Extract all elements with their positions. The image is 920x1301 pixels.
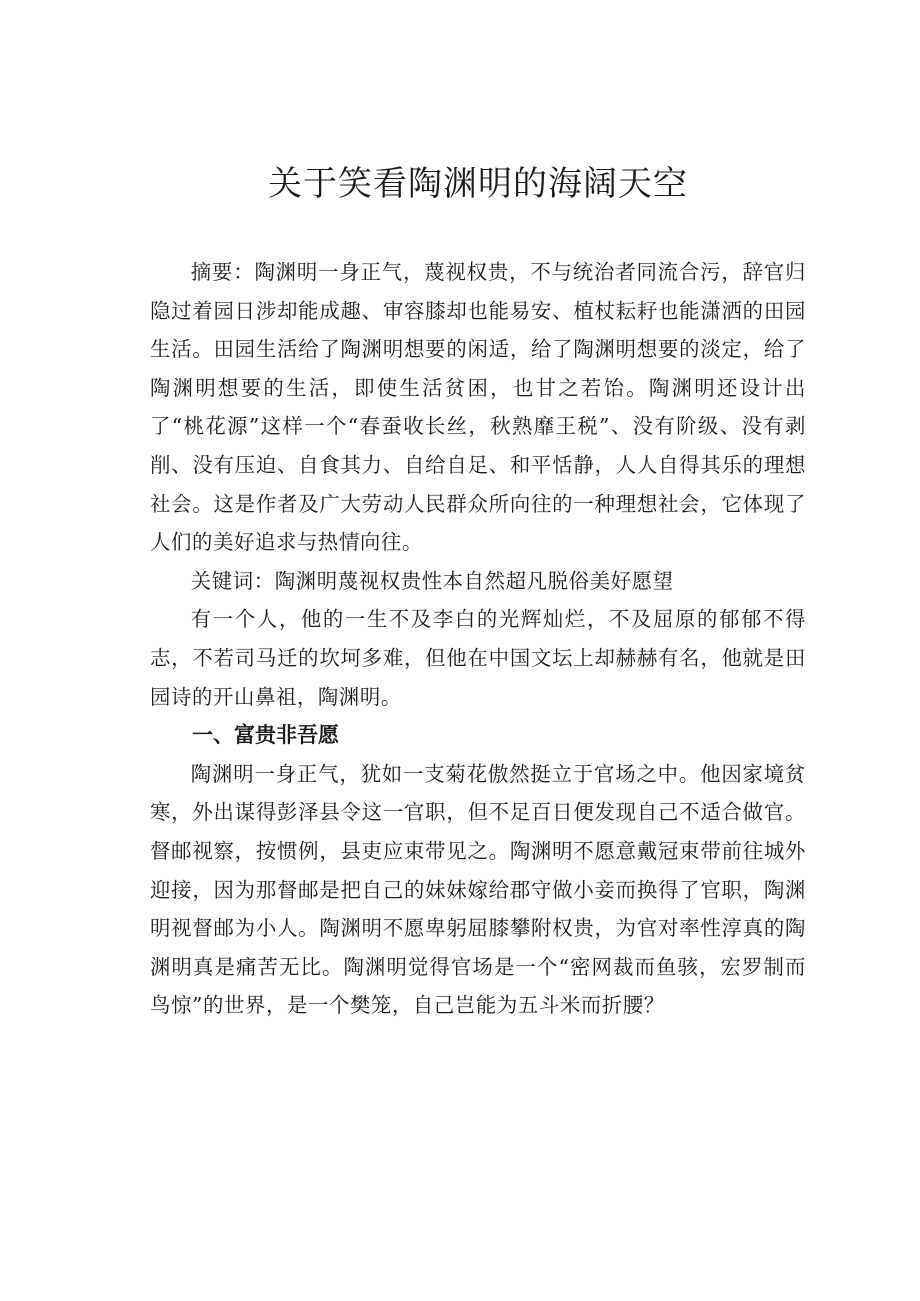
section-paragraph: 陶渊明一身正气，犹如一支菊花傲然挺立于官场之中。他因家境贫寒，外出谋得彭泽县令这一官职，但不足百日便发现自己不适合做官。督邮视察，按惯例，县吏应束带见之。陶渊明不愿意戴冠束带前往城外迎接，因为那督邮是把自己的妹妹嫁给郡守做小妾而换得了官职，陶渊明视督邮为小人。陶渊明不愿卑躬屈膝攀附权贵，为官对率性淳真的陶渊明真是痛苦无比。陶渊明觉得官场是一个“密网裁而鱼骇，宏罗制而鸟惊”的世界，是一个樊笼，自己岂能为五斗米而折腰？ [150, 761, 806, 1018]
document-title: 关于笑看陶渊明的海阔天空 [268, 164, 688, 204]
document-body [150, 253, 806, 1025]
keywords-line: 关键词：陶渊明蔑视权贵性本自然超凡脱俗美好愿望 [190, 568, 674, 593]
intro-paragraph: 有一个人，他的一生不及李白的光辉灿烂，不及屈原的郁郁不得志，不若司马迁的坎坷多难，但他在中国文坛上却赫赫有名，他就是田园诗的开山鼻祖，陶渊明。 [150, 607, 806, 709]
abstract-paragraph: 摘要：陶渊明一身正气，蔑视权贵，不与统治者同流合污，辞官归隐过着园日涉却能成趣、审容膝却也能易安、植杖耘耔也能潇洒的田园生活。田园生活给了陶渊明想要的闲适，给了陶渊明想要的淡定，给了陶渊明想要的生活，即使生活贫困，也甘之若饴。陶渊明还设计出了“桃花源”这样一个“春蚕收长丝，秋熟靡王税”、没有阶级、没有剥削、没有压迫、自食其力、自给自足、和平恬静，人人自得其乐的理想社会。这是作者及广大劳动人民群众所向往的一种理想社会，它体现了人们的美好追求与热情向往。 [150, 260, 806, 555]
section-heading: 一、富贵非吾愿 [192, 723, 339, 748]
